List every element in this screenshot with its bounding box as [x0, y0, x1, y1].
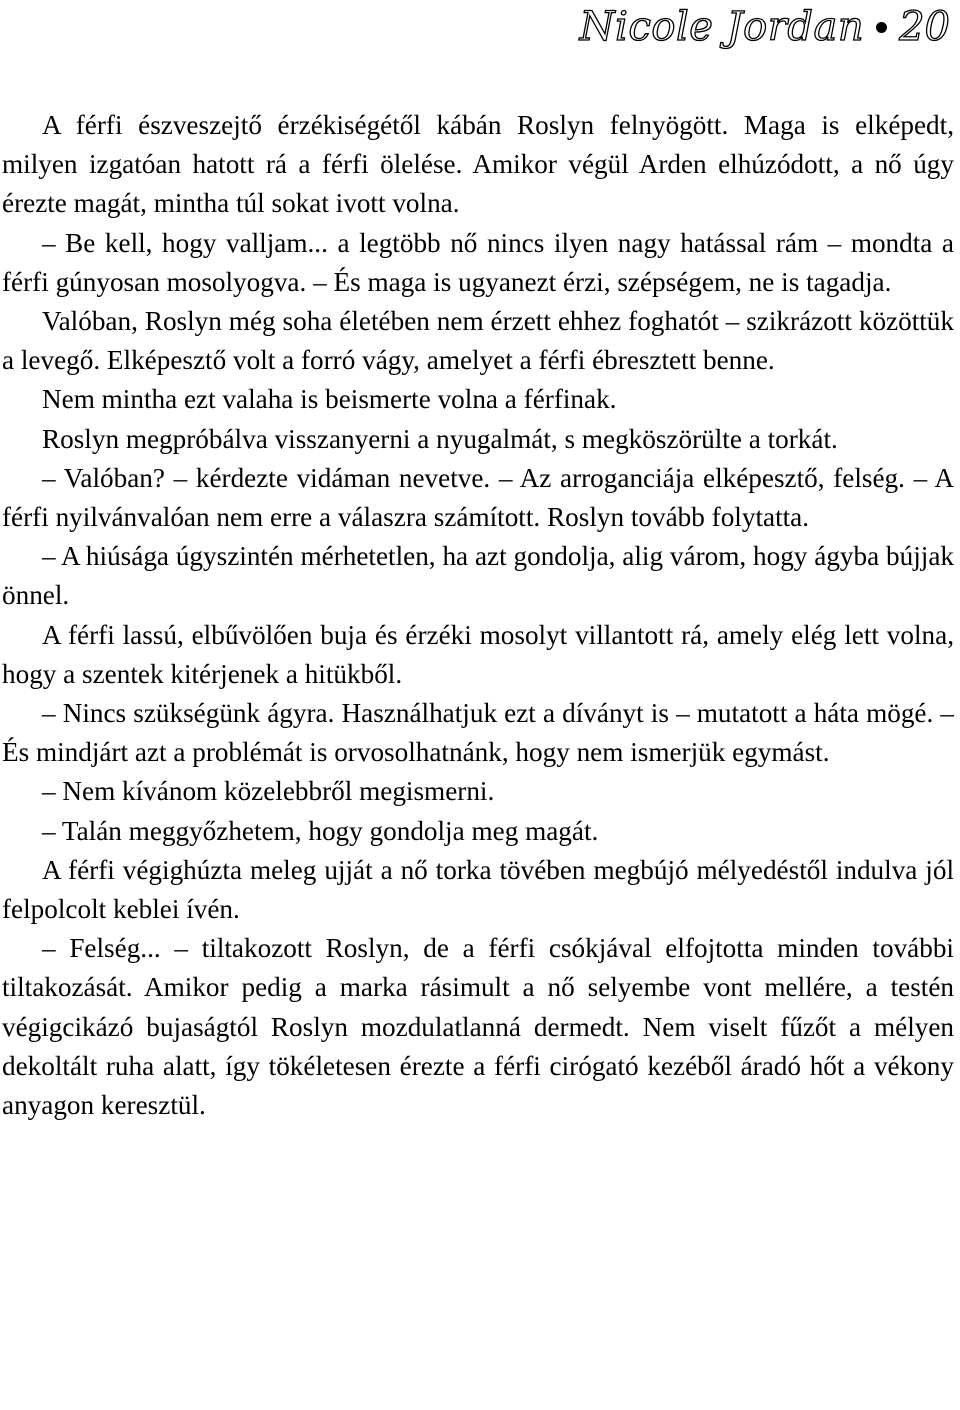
author-name: Nicole Jordan [579, 4, 865, 50]
paragraph: Nem mintha ezt valaha is beismerte volna a férfinak. [42, 384, 617, 415]
paragraph: – A hiúsága úgyszintén mérhetetlen, ha azt gondolja, alig várom, hogy ágyba bújjak önnel. [2, 541, 954, 611]
paragraph: – Nincs szükségünk ágyra. Használhatjuk ezt a díványt is – mutatott a háta mögé. – És mindjárt azt a problémát is orvosolhatnánk, hogy nem ismerjük egymást. [2, 698, 954, 768]
paragraph: A férfi lassú, elbűvölően buja és érzéki mosolyt villantott rá, amely elég lett volna, hogy a szentek kitérjenek a hitükből. [2, 619, 954, 689]
running-header [580, 2, 950, 52]
paragraph: – Valóban? – kérdezte vidáman nevetve. – Az arroganciája elképesztő, felség. – A férfi nyilvánvalóan nem erre a válaszra számított. Roslyn tovább folytatta. [2, 462, 954, 533]
paragraph: A férfi végighúzta meleg ujját a nő torka tövében megbújó mélyedéstől indulva jól felpolcolt keblei ívén. [2, 854, 954, 925]
paragraph: Valóban, Roslyn még soha életében nem érzett ehhez foghatót – szikrázott közöttük a levegő. Elképesztő volt a forró vágy, amelyet a férfi ébresztett benne. [2, 306, 954, 376]
paragraph: Roslyn megpróbálva visszanyerni a nyugalmát, s megköszörülte a torkát. [42, 423, 838, 454]
bullet-separator [876, 22, 887, 33]
body-text [2, 106, 954, 1125]
paragraph: – Talán meggyőzhetem, hogy gondolja meg magát. [42, 815, 599, 846]
paragraph: – Felség... – tiltakozott Roslyn, de a férfi csókjával elfojtotta minden további tiltakozását. Amikor pedig a marka rásimult a nő selyembe vont mellére, a testén végigcikázó bujaságtól Roslyn mozdulatlanná dermedt. Nem viselt fűzőt a mélyen dekoltált ruha alatt, így tökéletesen érezte a férfi cirógató kezéből áradó hőt a vékony anyagon keresztül. [2, 933, 954, 1121]
paragraph: – Be kell, hogy valljam... a legtöbb nő nincs ilyen nagy hatással rám – mondta a férfi gúnyosan mosolyogva. – És maga is ugyanezt érzi, szépségem, ne is tagadja. [2, 227, 954, 297]
page-number: 20 [899, 4, 950, 50]
paragraph: – Nem kívánom közelebbről megismerni. [42, 776, 495, 807]
paragraph: A férfi észveszejtő érzékiségétől kábán Roslyn felnyögött. Maga is elképedt, milyen izgatóan hatott rá a férfi ölelése. Amikor végül Arden elhúzódott, a nő úgy érezte magát, mintha túl sokat ivott volna. [2, 110, 954, 219]
